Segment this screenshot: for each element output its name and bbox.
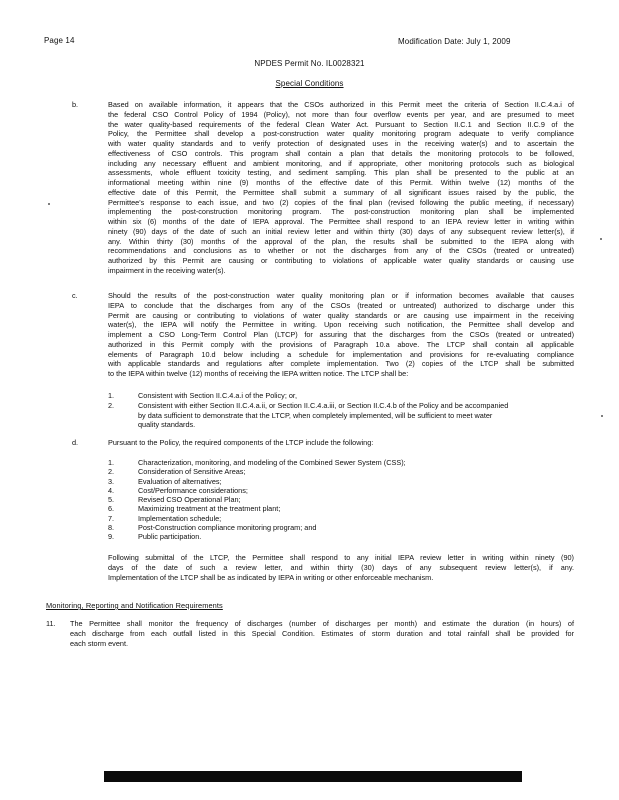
text-line: water(s), the IEPA will notify the Permittee in writing. Upon receiving such notification, the Permittee shall develop and [108, 320, 574, 330]
text-line: effectiveness of CSO controls. This program shall contain a plan that details the monitoring protocols to be followed, [108, 148, 574, 158]
text-line: including any necessary effluent and ambient monitoring, and if appropriate, other monitoring protocols such as biological [108, 158, 574, 168]
text-line: to the IEPA within twelve (12) months of receiving the IEPA written notice. The LTCP shall be: [108, 369, 409, 378]
list-item-number: 6. [108, 504, 115, 514]
section-title: Special Conditions [275, 79, 344, 88]
text-line: days of the date of such a review letter, and within thirty (30) days of any subsequent review letter(s), if any. [108, 562, 574, 572]
list-item-text: Post-Construction compliance monitoring program; and [138, 523, 317, 533]
list-item-text: Consistent with Section II.C.4.a.i of the Policy; or, [138, 391, 297, 400]
list-item-number: 1. [108, 391, 115, 400]
list-item-text: Revised CSO Operational Plan; [138, 495, 241, 505]
text-line: Permittee's response to each issue, and two (2) copies of the final plan (revised following the public meeting, if necessary) [108, 197, 574, 207]
text-line: implement a CSO Long-Term Control Plan (LTCP) for assuring that the discharges from the CSOs (treated or untreated) [108, 330, 574, 339]
condition-11-text [70, 619, 574, 648]
text-line: Permit are causing or contributing to violations of water quality standards or are causing use impairment in the receiving [108, 310, 574, 320]
scan-speck [48, 203, 50, 205]
text-line: each storm event. [70, 638, 128, 648]
list-item-number: 3. [108, 476, 115, 486]
text-line: Based on available information, it appears that the CSOs authorized in this Permit meet the criteria of Section II.C.4.a.i of [108, 100, 574, 109]
text-line: authorized by this Permit are causing or contributing to violations of applicable water quality standards or causing use [108, 256, 574, 265]
list-item-number: 9. [108, 532, 115, 542]
monitoring-heading: Monitoring, Reporting and Notification Requirements [46, 601, 223, 610]
text-line: within six (6) months of the date of IEPA approval. The Permittee shall respond to an IEPA review letter in writing within [108, 217, 574, 226]
text-line: each discharge from each outfall listed in this Special Condition. Estimates of storm duration and total rainfall shall be provided for [70, 628, 574, 638]
condition-11-label: 11. [46, 619, 56, 628]
paragraph-c-list [108, 391, 574, 430]
list-item-number: 8. [108, 523, 115, 533]
list-item [108, 391, 574, 400]
paragraph-d-label: d. [72, 438, 79, 447]
list-item-number: 2. [108, 467, 115, 477]
text-line: effective date of this Permit, the Permittee shall submit a summary of all significant issues raised by the public, the [108, 187, 574, 197]
list-item-text: Cost/Performance considerations; [138, 485, 248, 495]
scan-speck [600, 238, 602, 240]
list-item-text: Evaluation of alternatives; [138, 476, 222, 486]
text-line: ninety (90) days of the date of such an initial review letter and within thirty (30) days of any subsequent review letter(s), if [108, 226, 574, 236]
list-item-text: Maximizing treatment at the treatment plant; [138, 504, 281, 514]
list-item [108, 504, 574, 514]
text-line: Following submittal of the LTCP, the Permittee shall respond to any initial IEPA review letter in writing within ninety (90) [108, 553, 574, 562]
list-item [108, 401, 574, 429]
list-item-number: 1. [108, 458, 115, 467]
paragraph-b [108, 100, 574, 276]
paragraph-d-closing [108, 553, 574, 582]
list-item [108, 513, 574, 523]
text-line: Implementation of the LTCP shall be as indicated by IEPA in writing or other enforceable mechanism. [108, 572, 434, 582]
text-line: assessments, whole effluent toxicity testing, and sediment sampling. This plan shall be presented to the public at an [108, 168, 574, 178]
list-item [108, 485, 574, 495]
text-line: with applicable standards and regulations after complete implementation. Two (2) copies of the LTCP shall be submitted [108, 359, 574, 369]
list-item-number: 2. [108, 401, 115, 411]
list-item-number: 4. [108, 485, 115, 495]
list-item [108, 476, 574, 486]
text-line: informational meeting within nine (9) months of the effective date of this Permit. Within twelve (12) months of the [108, 178, 574, 187]
text-line: the federal CSO Control Policy of 1994 (Policy), not more than four overflow events per year, and are presumed to meet [108, 109, 574, 119]
paragraph-b-label: b. [72, 100, 79, 109]
scan-bottom-bar [104, 771, 522, 782]
list-item-text: Implementation schedule; [138, 513, 222, 523]
scan-speck [601, 415, 603, 417]
text-line: with water quality standards and to verify protection of designated uses in the receiving water(s) and to ascertain the [108, 139, 574, 148]
text-line: Policy, the Permittee shall develop a post-construction water quality monitoring program adequate to verify compliance [108, 129, 574, 139]
list-item [108, 523, 574, 533]
text-line: The Permittee shall monitor the frequency of discharges (number of discharges per month) and estimate the duration (in hours) of [70, 619, 574, 628]
list-item-text: Consistent with either Section II.C.4.a.ii, or Section II.C.4.a.iii, or Section II.C.4.b of the Policy and be accompanied [138, 401, 509, 411]
text-line: the water quality-based requirements of the federal Clean Water Act. Pursuant to Section II.C.1 and Section II.C.9 of the [108, 119, 574, 129]
text-line: elements of Paragraph 10.d below including a schedule for implementation and provisions for re-evaluating compliance [108, 349, 574, 359]
list-item [108, 467, 574, 477]
list-item [108, 458, 574, 467]
list-item-text: Consideration of Sensitive Areas; [138, 467, 246, 477]
list-item-text: by data sufficient to demonstrate that the LTCP, when completely implemented, will be sufficient to meet water [138, 410, 493, 420]
list-item-text: Characterization, monitoring, and modeling of the Combined Sewer System (CSS); [138, 458, 406, 467]
paragraph-c [108, 291, 574, 379]
paragraph-c-label: c. [72, 291, 78, 300]
list-item [108, 532, 574, 542]
text-line: recommendations and conclusions as to whether or not the discharges from any of the CSOs (treated or untreated) [108, 246, 574, 256]
text-line: any. Within thirty (30) months of the approval of the plan, the results shall be submitted to the IEPA along with [108, 236, 574, 246]
list-item-number: 5. [108, 495, 115, 505]
text-line: implementing the post-construction monitoring program. The post-construction monitoring plan shall be implemented [108, 207, 574, 217]
list-item-text: quality standards. [138, 419, 196, 429]
list-item-number: 7. [108, 513, 115, 523]
text-line: IEPA to conclude that the discharges from any of the CSOs (treated or untreated) authorized to discharge under this [108, 300, 574, 310]
paragraph-d-intro: Pursuant to the Policy, the required components of the LTCP include the following: [108, 438, 374, 447]
text-line: authorized in this Permit comply with the provisions of Paragraph 10.a above. The LTCP shall contain all applicable [108, 339, 574, 349]
text-line: impairment in the receiving water(s). [108, 265, 226, 275]
list-item-text: Public participation. [138, 532, 202, 542]
ltcp-components-list [108, 458, 574, 542]
list-item [108, 495, 574, 505]
text-line: Should the results of the post-construction water quality monitoring plan or if information becomes available that causes [108, 291, 574, 300]
permit-number: NPDES Permit No. IL0028321 [254, 59, 365, 68]
modification-date: Modification Date: July 1, 2009 [398, 37, 511, 46]
page-number: Page 14 [44, 36, 75, 45]
